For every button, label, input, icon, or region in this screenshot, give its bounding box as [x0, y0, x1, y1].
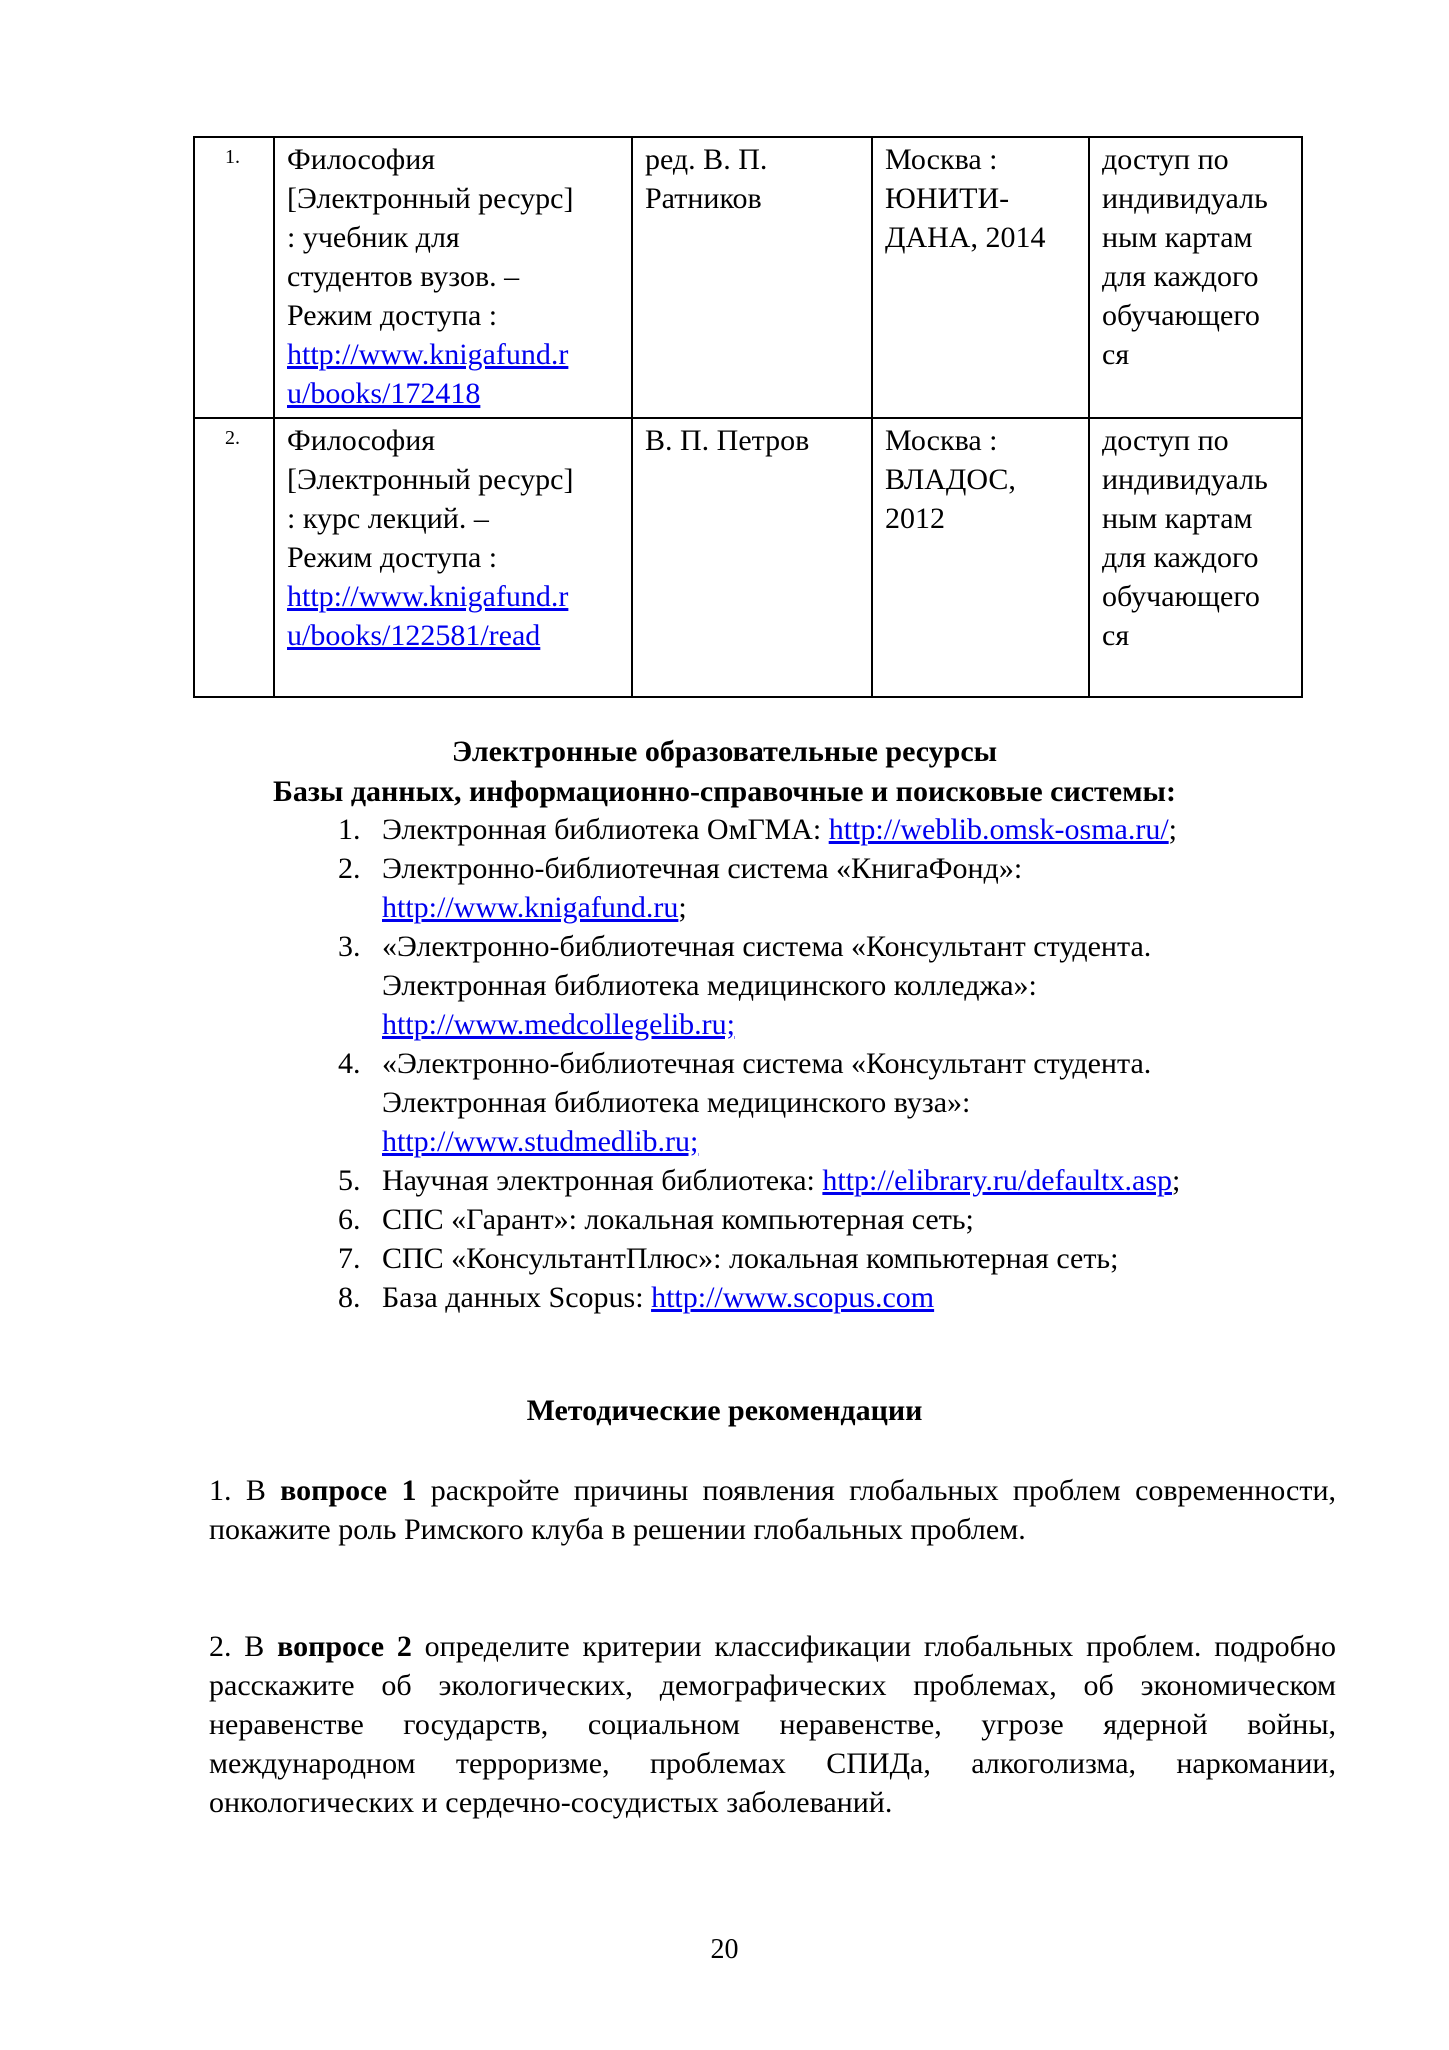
book-title-cell	[274, 418, 632, 697]
item-number: 8.	[338, 1281, 361, 1314]
book-title-cell	[274, 137, 632, 418]
item-text-2: Электронная библиотека медицинского вуза»:	[382, 1086, 971, 1119]
publisher-cell: Москва : ВЛАДОС, 2012	[872, 418, 1089, 697]
databases-heading: Базы данных, информационно-справочные и поисковые системы:	[273, 775, 1176, 808]
table-row	[194, 137, 1302, 418]
item-text-2: Электронная библиотека медицинского колледжа»:	[382, 969, 1037, 1002]
item-text: Электронная библиотека ОмГМА:	[382, 813, 829, 846]
item-text: СПС «Гарант»: локальная компьютерная сеть;	[382, 1203, 974, 1236]
list-item	[338, 927, 1382, 1044]
resource-link[interactable]: http://www.studmedlib.ru;	[382, 1125, 699, 1158]
item-suffix: ;	[1172, 1164, 1181, 1197]
resource-link[interactable]: http://elibrary.ru/defaultx.asp	[822, 1164, 1173, 1197]
paragraph-lead: 2. В	[209, 1630, 278, 1663]
resource-link[interactable]: http://www.scopus.com	[651, 1281, 935, 1314]
item-suffix: ;	[1168, 813, 1178, 846]
item-text: СПС «КонсультантПлюс»: локальная компьютерная сеть;	[382, 1242, 1119, 1275]
resource-list	[338, 810, 1382, 1317]
item-number: 4.	[338, 1047, 361, 1080]
item-number: 5.	[338, 1164, 361, 1197]
literature-table	[193, 136, 1303, 698]
access-cell: доступ по индивидуаль ным картам для каждого обучающего ся	[1089, 418, 1302, 697]
paragraph-bold: вопросе 2	[277, 1630, 412, 1663]
item-number: 3.	[338, 930, 361, 963]
resource-link[interactable]: http://www.medcollegelib.ru;	[382, 1008, 735, 1041]
table-row	[194, 418, 1302, 697]
item-text: Электронно-библиотечная система «КнигаФонд»:	[382, 852, 1023, 885]
resource-link[interactable]: http://weblib.omsk-osma.ru/	[828, 813, 1169, 846]
list-item	[338, 849, 1382, 927]
list-item	[338, 1239, 1382, 1278]
access-cell: доступ по индивидуаль ным картам для каждого обучающего ся	[1089, 137, 1302, 418]
methods-heading: Методические рекомендации	[526, 1394, 923, 1427]
item-number: 2.	[338, 852, 361, 885]
item-number: 1.	[338, 813, 361, 846]
paragraph-text: раскройте причины появления глобальных проблем современности, покажите роль Римского клуба в решении глобальных проблем.	[209, 1474, 1336, 1546]
list-item	[338, 1200, 1382, 1239]
book-link[interactable]: http://www.knigafund.r u/books/172418	[287, 338, 569, 410]
row-number: 1.	[194, 137, 274, 418]
item-number: 7.	[338, 1242, 361, 1275]
item-text: «Электронно-библиотечная система «Консультант студента.	[382, 1047, 1152, 1080]
list-item	[338, 1044, 1382, 1161]
resources-heading: Электронные образовательные ресурсы	[451, 735, 998, 768]
item-text: Научная электронная библиотека:	[382, 1164, 823, 1197]
paragraph-bold: вопросе 1	[280, 1474, 417, 1507]
item-text: «Электронно-библиотечная система «Консультант студента.	[382, 930, 1152, 963]
book-title: Философия [Электронный ресурс] : учебник для студентов вузов. – Режим доступа :	[287, 143, 574, 332]
paragraph-lead: 1. В	[209, 1474, 281, 1507]
book-title: Философия [Электронный ресурс] : курс лекций. – Режим доступа :	[287, 424, 574, 574]
list-item	[338, 1161, 1382, 1200]
recommendation-paragraph-2	[209, 1627, 1336, 1822]
item-text: База данных Scopus:	[382, 1281, 652, 1314]
resource-link[interactable]: http://www.knigafund.ru	[382, 891, 679, 924]
recommendation-paragraph-1	[209, 1471, 1336, 1549]
page-number: 20	[710, 1934, 739, 1965]
item-number: 6.	[338, 1203, 361, 1236]
list-item	[338, 1278, 1382, 1317]
row-number: 2.	[194, 418, 274, 697]
book-link[interactable]: http://www.knigafund.r u/books/122581/read	[287, 580, 569, 652]
list-item	[338, 810, 1382, 849]
author-cell: В. П. Петров	[632, 418, 872, 697]
publisher-cell: Москва : ЮНИТИ- ДАНА, 2014	[872, 137, 1089, 418]
paragraph-text: определите критерии классификации глобальных проблем. подробно расскажите об экологических, демографических проблемах, об экономическом неравенстве государств, социальном неравенстве, угрозе ядерной войны, международном терроризме, проблемах СПИДа, алкоголизма, наркомании, онкологических и сердечно-сосудистых заболеваний.	[209, 1630, 1336, 1819]
author-cell: ред. В. П. Ратников	[632, 137, 872, 418]
item-suffix: ;	[678, 891, 687, 924]
